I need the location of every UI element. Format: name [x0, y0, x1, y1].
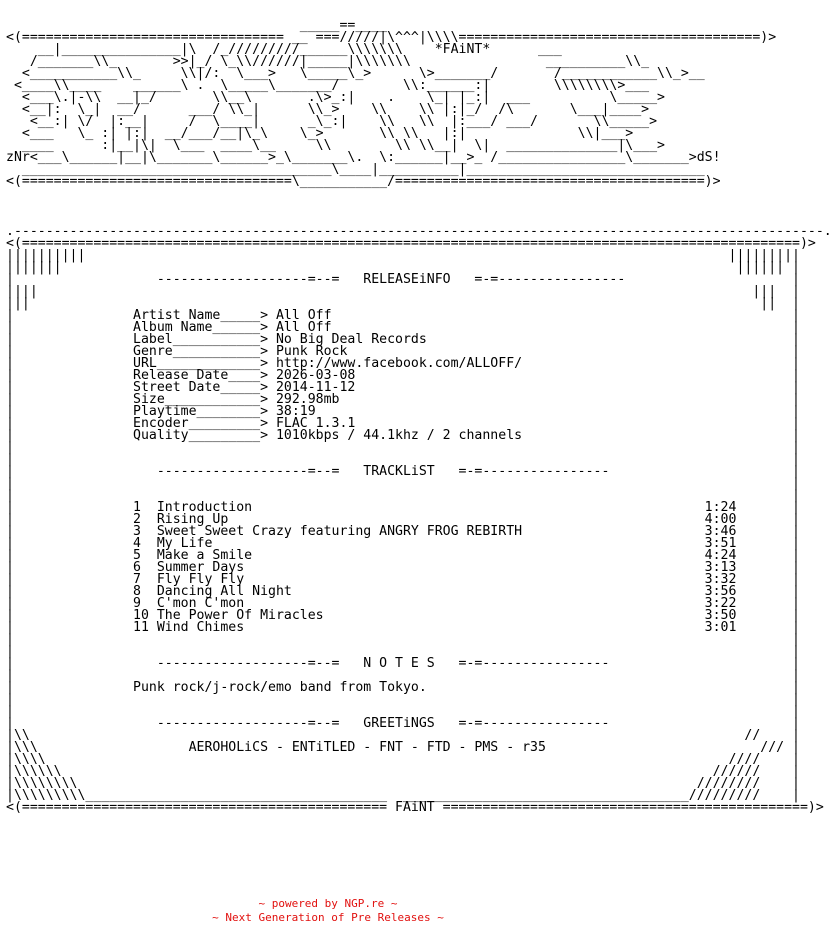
frame-corner: |\\\\\\ ////// |: [6, 764, 800, 779]
frame-corner: |\\ // |: [6, 728, 800, 743]
release-info-row: | Street Date_____> 2014-11-12 |: [6, 380, 800, 395]
frame-corner: |\\\\ //// |: [6, 752, 800, 767]
blank-line: | |: [6, 440, 800, 455]
release-info-row: | Release Date____> 2026-03-08 |: [6, 368, 800, 383]
frame-corner: |\\\\\\\\ //////// |: [6, 776, 800, 791]
banner-line: <___________\\_ \\|/: \___> \_____\_> \>_______/ /____________\\_>__: [6, 66, 705, 81]
banner-line: ____ :|__|\| \___ ____\__ \\ \\ \\__| \| ______________|\___>: [6, 138, 665, 153]
section-tracklist: | -------------------=--= TRACKLiST =-=---------------- |: [6, 464, 800, 479]
frame-corner: |||||||||| |||||||||: [6, 248, 800, 263]
blank-line: | |: [6, 452, 800, 467]
track-row: | 4 My Life 3:51 |: [6, 536, 800, 551]
track-row: | 1 Introduction 1:24 |: [6, 500, 800, 515]
blank-line: | |: [6, 488, 800, 503]
release-info-row: | Quality_________> 1010kbps / 44.1khz / 2 channels |: [6, 428, 800, 443]
frame-corner: |||| ||| |: [6, 284, 800, 299]
blank-line: | |: [6, 632, 800, 647]
section-notes: | -------------------=--= N O T E S =-=---------------- |: [6, 656, 800, 671]
banner-line: <____\\____ ______\ . \_____\_______/ \\:______:| \\\\\\\\>___: [6, 78, 650, 93]
blank-line: | |: [6, 704, 800, 719]
frame-corner: ||||||| |||||| |: [6, 260, 800, 275]
banner-line: <__:| \/ |:__| / \____| _\_:| \\ \\ |:___/ ___/ \\_____>: [6, 114, 658, 129]
release-info-row: | Artist Name_____> All Off |: [6, 308, 800, 323]
frame-top: .------------------------------------------------------------------------------------------------------.: [6, 224, 832, 239]
nfo-body: [6, 226, 832, 814]
footer-tagline: ~ Next Generation of Pre Releases ~: [212, 911, 444, 924]
banner-line: <___ \_ :| |:| __/___/__|\_\ \_> \\ \\ |:| \\|___>: [6, 126, 634, 141]
track-row: | 11 Wind Chimes 3:01 |: [6, 620, 800, 635]
banner-line: <___\.|-\\ __|_/ \\__\ .\>_:| . \_| |_:| ___ \_____>: [6, 90, 665, 105]
blank-line: | |: [6, 668, 800, 683]
release-info-row: | Playtime________> 38:19 |: [6, 404, 800, 419]
track-row: | 10 The Power Of Miracles 3:50 |: [6, 608, 800, 623]
release-info-row: | Encoder_________> FLAC 1.3.1 |: [6, 416, 800, 431]
section-releaseinfo: | -------------------=--= RELEASEiNFO =-=---------------- |: [6, 272, 800, 287]
notes-text: | Punk rock/j-rock/emo band from Tokyo. |: [6, 680, 800, 695]
banner-line: /_______\\_ >>|_/ \_\\//////|_____|\\\\\\\ __________\\_: [6, 54, 650, 69]
track-row: | 2 Rising Up 4:00 |: [6, 512, 800, 527]
banner-line: _______________________________________\____|__________|______________________________: [6, 162, 705, 177]
frame-corner: ||| || |: [6, 296, 800, 311]
blank-line: | |: [6, 476, 800, 491]
banner-line: <__|: \_| __/ ___/ \\_| \\_> \\ \\ |:|_/ /\ \___|____>: [6, 102, 650, 117]
banner-line: <(==================================\___________/=======================================)>: [6, 174, 721, 189]
frame-border: <(==================================================================================================)>: [6, 236, 816, 251]
release-info-row: | Album Name______> All Off |: [6, 320, 800, 335]
track-row: | 9 C'mon C'mon 3:22 |: [6, 596, 800, 611]
banner-line: <(================================= __ ===/////|\^^^|\\\\======================================)>: [6, 30, 777, 45]
release-info-row: | Genre___________> Punk Rock |: [6, 344, 800, 359]
release-info-row: | URL_____________> http://www.facebook.com/ALLOFF/ |: [6, 356, 800, 371]
greetings-text: |\\\ AEROHOLiCS - ENTiTLED - FNT - FTD - PMS - r35 /// |: [6, 740, 800, 755]
banner-line: zNr<___\______|__|\_______\______>_\_______\. \:______|__>_ /________________\_______>dS!: [6, 150, 721, 165]
track-row: | 7 Fly Fly Fly 3:32 |: [6, 572, 800, 587]
banner-line: _____==____: [6, 18, 388, 33]
section-greetings: | -------------------=--= GREETiNGS =-=---------------- |: [6, 716, 800, 731]
banner-line: __|_______________|\ /_/////////______\\\\\\\ *FAiNT* ___: [6, 42, 562, 57]
release-info-row: | Size____________> 292.98mb |: [6, 392, 800, 407]
bottom-label: <(============================================== FAiNT ==============================================)>: [6, 800, 824, 815]
track-row: | 3 Sweet Sweet Crazy featuring ANGRY FROG REBIRTH 3:46 |: [6, 524, 800, 539]
release-info-row: | Label___________> No Big Deal Records |: [6, 332, 800, 347]
footer-powered-by: ~ powered by NGP.re ~: [258, 897, 398, 910]
track-row: | 8 Dancing All Night 3:56 |: [6, 584, 800, 599]
frame-corner: |\\\\\\\\\______________________________________ ____________________________________///////// |: [6, 788, 800, 803]
blank-line: | |: [6, 692, 800, 707]
blank-line: | |: [6, 644, 800, 659]
track-row: | 6 Summer Days 3:13 |: [6, 560, 800, 575]
track-row: | 5 Make a Smile 4:24 |: [6, 548, 800, 563]
ascii-banner: [6, 20, 776, 188]
